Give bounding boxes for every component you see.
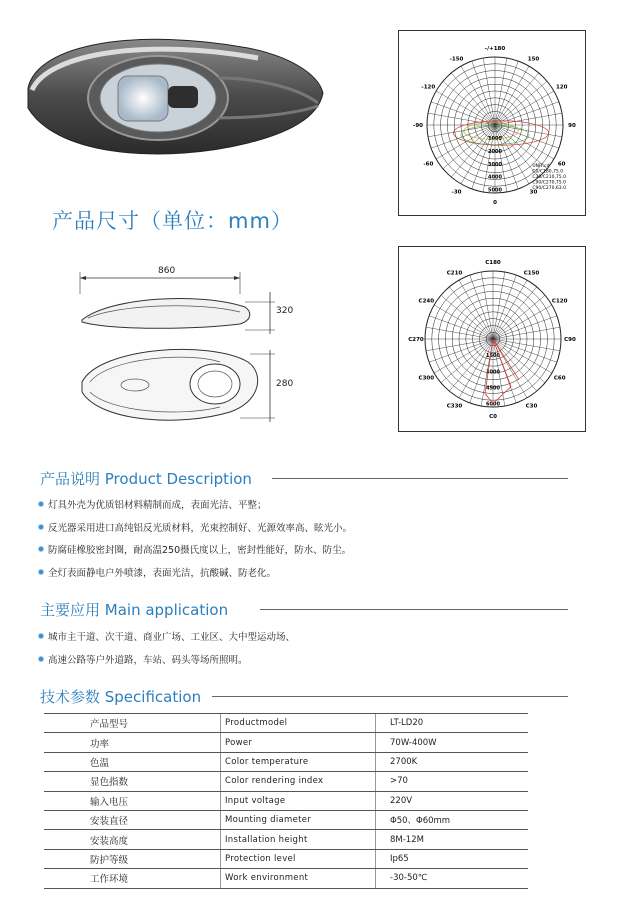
spec-name-en: Mounting diameter <box>221 810 376 829</box>
angle-label: -/+180 <box>484 46 506 52</box>
section-divider <box>272 478 568 479</box>
spec-name-en: Color temperature <box>221 752 376 771</box>
spec-name-en: Work environment <box>221 869 376 888</box>
angle-label: C60 <box>553 375 566 382</box>
spec-value: 2700K <box>376 752 529 771</box>
table-row <box>44 849 528 868</box>
table-row <box>44 869 528 888</box>
polar-chart-2 <box>398 246 586 432</box>
table-row <box>44 752 528 771</box>
angle-label: 150 <box>527 56 540 63</box>
angle-label: C0 <box>489 414 497 420</box>
spec-name-cn: 安装高度 <box>44 830 221 849</box>
angle-label: 60 <box>557 161 566 168</box>
spec-name-cn: 防护等级 <box>44 849 221 868</box>
spec-name-en: Power <box>221 733 376 752</box>
legend-entry: C90/C270,63.0 <box>532 186 566 192</box>
spec-value: >70 <box>376 772 529 791</box>
angle-label: C30 <box>525 403 538 410</box>
angle-label: C90 <box>564 337 576 343</box>
application-item: 城市主干道、次干道、商业广场、工业区、大中型运动场、 <box>38 629 295 643</box>
angle-label: C210 <box>446 270 463 277</box>
bullet-icon <box>38 656 44 662</box>
spec-value: -30-50℃ <box>376 869 529 888</box>
angle-label: C270 <box>408 337 424 343</box>
angle-label: C150 <box>523 270 540 277</box>
radial-label: 3000 <box>488 161 502 168</box>
angle-label: 120 <box>555 84 568 91</box>
bullet-icon <box>38 524 44 530</box>
specification-title: 技术参数 Specification <box>40 688 202 706</box>
description-item: 灯具外壳为优质铝材料精制而成，表面光洁、平整； <box>38 497 267 511</box>
section-divider <box>260 609 568 610</box>
legend-entry: C30/C210,75.0 <box>532 175 566 181</box>
spec-value: Ip65 <box>376 849 529 868</box>
angle-label: -30 <box>451 189 462 196</box>
angle-label: C330 <box>446 403 463 410</box>
spec-name-en: Installation height <box>221 830 376 849</box>
spec-value: 70W-400W <box>376 733 529 752</box>
bullet-icon <box>38 569 44 575</box>
polar-chart-1 <box>398 30 586 216</box>
product-photo <box>18 18 328 178</box>
description-item: 防腐硅橡胶密封圈，耐高温250摄氏度以上，密封性能好，防水、防尘。 <box>38 542 351 556</box>
description-item: 全灯表面静电户外喷漆，表面光洁，抗酸碱、防老化。 <box>38 565 276 579</box>
angle-label: -60 <box>423 161 434 168</box>
angle-label: C120 <box>551 298 568 305</box>
dimension-width: 280 <box>276 379 294 389</box>
bullet-icon <box>38 546 44 552</box>
table-row <box>44 733 528 752</box>
bullet-icon <box>38 633 44 639</box>
main-application-title: 主要应用 Main application <box>40 601 229 619</box>
spec-name-cn: 功率 <box>44 733 221 752</box>
radial-label: 1000 <box>488 135 502 142</box>
angle-label: 30 <box>529 189 538 196</box>
dimension-drawing <box>70 262 310 437</box>
spec-name-cn: 显色指数 <box>44 772 221 791</box>
specification-table <box>44 713 528 889</box>
section-divider <box>212 696 568 697</box>
spec-name-en: Protection level <box>221 849 376 868</box>
spec-name-cn: 色温 <box>44 752 221 771</box>
spec-value: 8M-12M <box>376 830 529 849</box>
size-title: 产品尺寸（单位：mm） <box>52 209 293 233</box>
angle-label: -150 <box>449 56 464 63</box>
radial-label: 4500 <box>486 385 500 392</box>
spec-value: 220V <box>376 791 529 810</box>
table-row <box>44 791 528 810</box>
spec-value: Φ50、Φ60mm <box>376 810 529 829</box>
spec-name-cn: 产品型号 <box>44 714 221 733</box>
angle-label: 90 <box>568 123 576 129</box>
radial-label: 1500 <box>486 353 500 360</box>
dimension-length: 860 <box>158 266 176 276</box>
legend-entry: UNIT:cd <box>532 164 550 170</box>
angle-label: C240 <box>418 298 435 305</box>
spec-value: LT-LD20 <box>376 714 529 733</box>
radial-label: 4000 <box>488 174 502 181</box>
table-row <box>44 714 528 733</box>
angle-label: C180 <box>485 260 501 266</box>
product-description-title: 产品说明 Product Description <box>40 470 252 488</box>
angle-label: C300 <box>418 375 435 382</box>
radial-label: 2000 <box>488 148 502 155</box>
bullet-icon <box>38 501 44 507</box>
description-item: 反光器采用进口高纯铝反光质材料，光束控制好、光源效率高、眩光小。 <box>38 520 352 534</box>
table-row <box>44 772 528 791</box>
legend-entry: C0/C180,75.0 <box>532 169 564 175</box>
spec-name-cn: 输入电压 <box>44 791 221 810</box>
spec-name-cn: 安装直径 <box>44 810 221 829</box>
spec-name-cn: 工作环境 <box>44 869 221 888</box>
angle-label: -120 <box>421 84 436 91</box>
radial-label: 6000 <box>486 401 500 408</box>
dimension-height: 320 <box>276 306 294 316</box>
radial-label: 5000 <box>488 187 502 194</box>
table-row <box>44 810 528 829</box>
spec-name-en: Productmodel <box>221 714 376 733</box>
spec-name-en: Color rendering index <box>221 772 376 791</box>
legend-entry: C90/C270,75.0 <box>532 180 566 186</box>
radial-label: 3000 <box>486 369 500 376</box>
application-item: 高速公路等户外道路，车站、码头等场所照明。 <box>38 652 248 666</box>
angle-label: 0 <box>493 200 497 206</box>
angle-label: -90 <box>413 123 423 129</box>
spec-name-en: Input voltage <box>221 791 376 810</box>
table-row <box>44 830 528 849</box>
